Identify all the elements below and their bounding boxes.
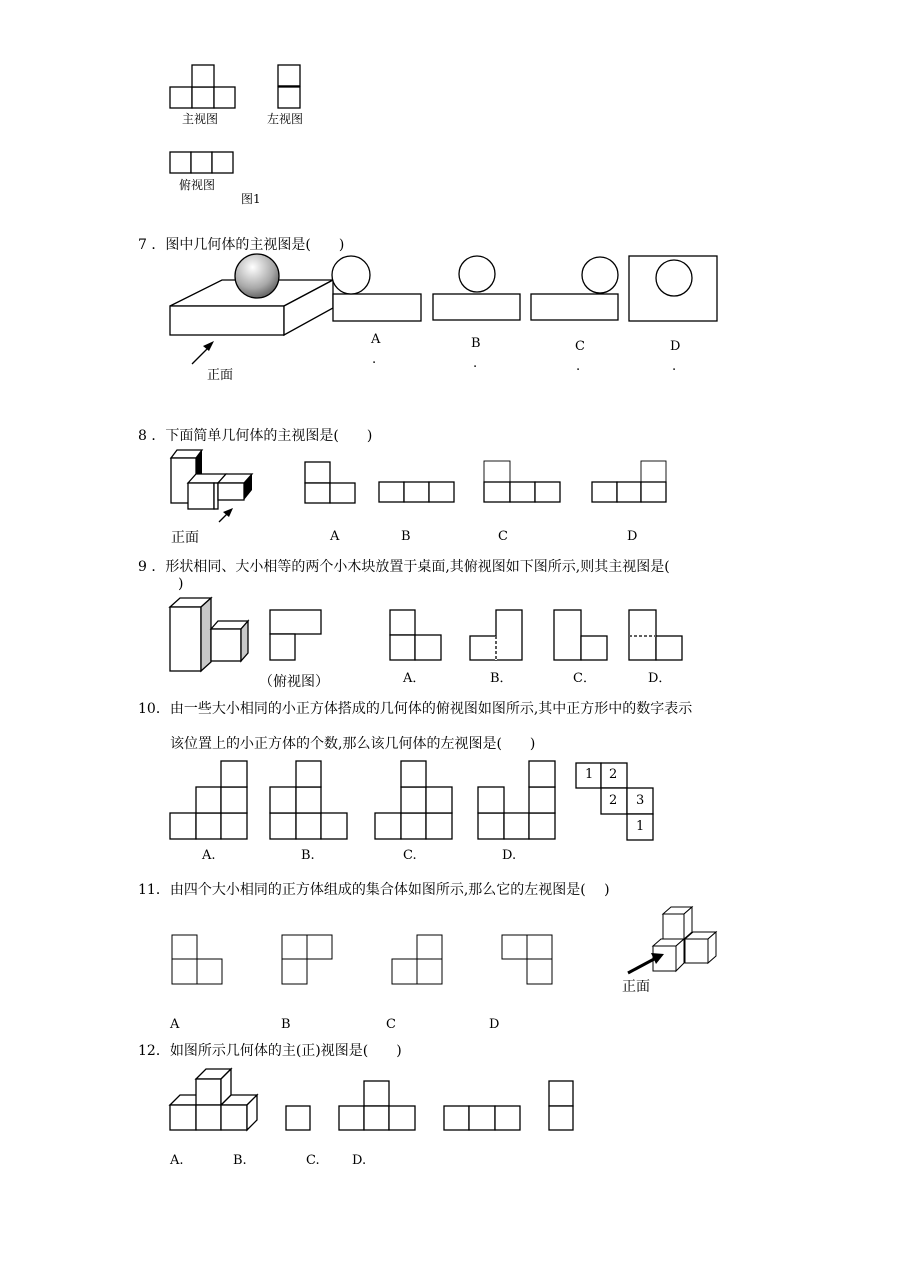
q7-option-b-dot: . <box>473 356 478 371</box>
q7-option-a-dot: . <box>372 352 377 367</box>
q10-option-a[interactable]: A. <box>202 848 216 863</box>
fig1-front-caption: 主视图 <box>182 112 219 126</box>
q10-grid-num-2: 2 <box>609 767 618 782</box>
q8-option-a[interactable]: A <box>330 529 340 544</box>
q9-option-d[interactable]: D． <box>648 671 672 686</box>
q10-grid-num-1: 1 <box>585 767 594 782</box>
q11-front-label: 正面 <box>622 979 650 995</box>
q12-option-d[interactable]: D. <box>352 1153 367 1168</box>
q8-option-c[interactable]: C <box>498 529 508 544</box>
q9-option-b[interactable]: B． <box>490 671 513 686</box>
fig1-top-caption: 俯视图 <box>179 178 216 192</box>
fig1-left-caption: 左视图 <box>267 112 304 126</box>
q11-text: 11．由四个大小相同的正方体组成的集合体如图所示,那么它的左视图是( ) <box>138 882 610 898</box>
q10-grid-num-4: 3 <box>636 793 645 808</box>
q8-option-d[interactable]: D <box>627 529 638 544</box>
q7-option-c-dot: . <box>576 359 581 374</box>
q10-option-c[interactable]: C. <box>403 848 417 863</box>
q11-option-c[interactable]: C <box>386 1017 396 1032</box>
q7-option-c[interactable]: C <box>575 339 585 354</box>
q10-grid-num-5: 1 <box>636 819 645 834</box>
fig1-title: 图1 <box>241 192 261 206</box>
q10-grid-num-3: 2 <box>609 793 618 808</box>
q9-text-line1: 9 ．形状相同、大小相等的两个小木块放置于桌面,其俯视图如下图所示,则其主视图是( <box>138 559 670 575</box>
q12-text: 12．如图所示几何体的主(正)视图是( ) <box>138 1043 402 1059</box>
q9-top-view-caption: （俯视图） <box>259 674 329 690</box>
q7-option-d-dot: . <box>672 359 677 374</box>
q12-option-b[interactable]: B. <box>233 1153 247 1168</box>
q7-option-d[interactable]: D <box>670 339 681 354</box>
q11-option-a[interactable]: A <box>170 1017 180 1032</box>
q10-text-line2: 该位置上的小正方体的个数,那么该几何体的左视图是( ) <box>170 736 536 752</box>
q12-option-a[interactable]: A. <box>170 1153 184 1168</box>
q7-option-b[interactable]: B <box>471 336 481 351</box>
q10-text-line1: 10．由一些大小相同的小正方体搭成的几何体的俯视图如图所示,其中正方形中的数字表示 <box>138 701 693 717</box>
q9-option-c[interactable]: C． <box>573 671 596 686</box>
q7-front-label: 正面 <box>207 368 234 383</box>
q9-option-a[interactable]: A． <box>403 671 426 686</box>
q10-option-b[interactable]: B. <box>301 848 315 863</box>
q8-text: 8 ．下面简单几何体的主视图是( ) <box>138 428 373 444</box>
q11-option-b[interactable]: B <box>281 1017 291 1032</box>
q8-front-label: 正面 <box>171 530 199 546</box>
q8-option-b[interactable]: B <box>401 529 411 544</box>
q9-text-line2: ) <box>178 576 184 592</box>
q12-option-c[interactable]: C. <box>306 1153 320 1168</box>
q7-text: 7 ．图中几何体的主视图是( ) <box>138 237 345 253</box>
q11-option-d[interactable]: D <box>489 1017 500 1032</box>
q7-option-a[interactable]: A <box>371 332 381 347</box>
q10-option-d[interactable]: D. <box>502 848 517 863</box>
